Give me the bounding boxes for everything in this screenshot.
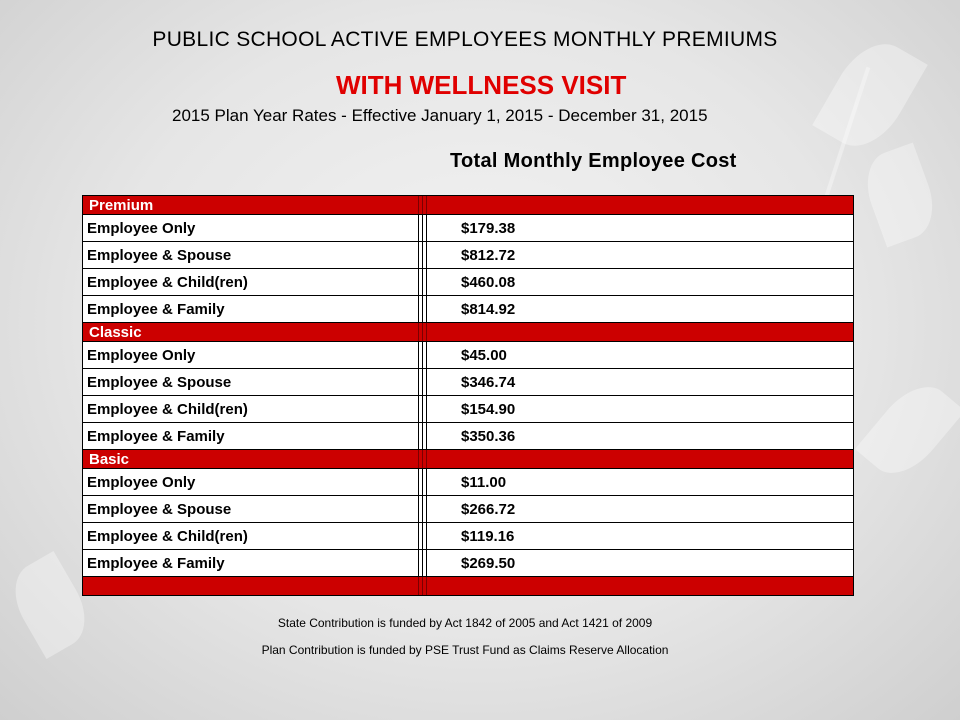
coverage-tier: Employee & Child(ren) (83, 269, 419, 295)
table-row (83, 396, 853, 423)
plan-name: Classic (83, 323, 419, 341)
coverage-tier: Employee & Family (83, 550, 419, 576)
monthly-cost: $11.00 (461, 474, 507, 491)
monthly-cost: $346.74 (461, 374, 516, 391)
plan-section-header (83, 450, 853, 469)
monthly-cost: $266.72 (461, 501, 516, 518)
coverage-tier: Employee & Spouse (83, 242, 419, 268)
coverage-tier: Employee & Child(ren) (83, 396, 419, 422)
plan-section-header (83, 196, 853, 215)
coverage-tier: Employee Only (83, 215, 419, 241)
coverage-tier: Employee Only (83, 342, 419, 368)
coverage-tier: Employee & Family (83, 423, 419, 449)
coverage-tier: Employee & Spouse (83, 369, 419, 395)
table-footer-band (83, 577, 853, 595)
plan-year-subtitle: 2015 Plan Year Rates - Effective January 1, 2015 - December 31, 2015 (172, 106, 708, 125)
coverage-tier: Employee & Spouse (83, 496, 419, 522)
plan-name: Basic (83, 450, 419, 468)
background-leaf (855, 372, 960, 487)
monthly-cost: $119.16 (461, 528, 515, 545)
plan-contribution-note: Plan Contribution is funded by PSE Trust Fund as Claims Reserve Allocation (261, 643, 669, 657)
table-row (83, 550, 853, 577)
monthly-cost: $45.00 (461, 347, 507, 364)
table-row (83, 523, 853, 550)
table-row (83, 342, 853, 369)
table-row (83, 369, 853, 396)
coverage-tier: Employee Only (83, 469, 419, 495)
plan-name: Premium (83, 196, 419, 214)
monthly-cost: $460.08 (461, 274, 516, 291)
table-row (83, 496, 853, 523)
table-row (83, 215, 853, 242)
table-row (83, 269, 853, 296)
premium-rate-table (82, 195, 854, 596)
background-leaf (856, 142, 943, 247)
coverage-tier: Employee & Child(ren) (83, 523, 419, 549)
monthly-cost: $350.36 (461, 428, 516, 445)
wellness-heading: WITH WELLNESS VISIT (336, 70, 627, 100)
monthly-cost: $269.50 (461, 555, 516, 572)
table-row (83, 423, 853, 450)
table-row (83, 469, 853, 496)
monthly-cost: $179.38 (461, 220, 516, 237)
page-title: PUBLIC SCHOOL ACTIVE EMPLOYEES MONTHLY PREMIUMS (152, 28, 778, 51)
state-contribution-note: State Contribution is funded by Act 1842 of 2005 and Act 1421 of 2009 (277, 616, 653, 630)
table-row (83, 242, 853, 269)
table-row (83, 296, 853, 323)
monthly-cost: $814.92 (461, 301, 516, 318)
cost-column-heading: Total Monthly Employee Cost (450, 150, 737, 172)
monthly-cost: $812.72 (461, 247, 516, 264)
monthly-cost: $154.90 (461, 401, 516, 418)
coverage-tier: Employee & Family (83, 296, 419, 322)
plan-section-header (83, 323, 853, 342)
